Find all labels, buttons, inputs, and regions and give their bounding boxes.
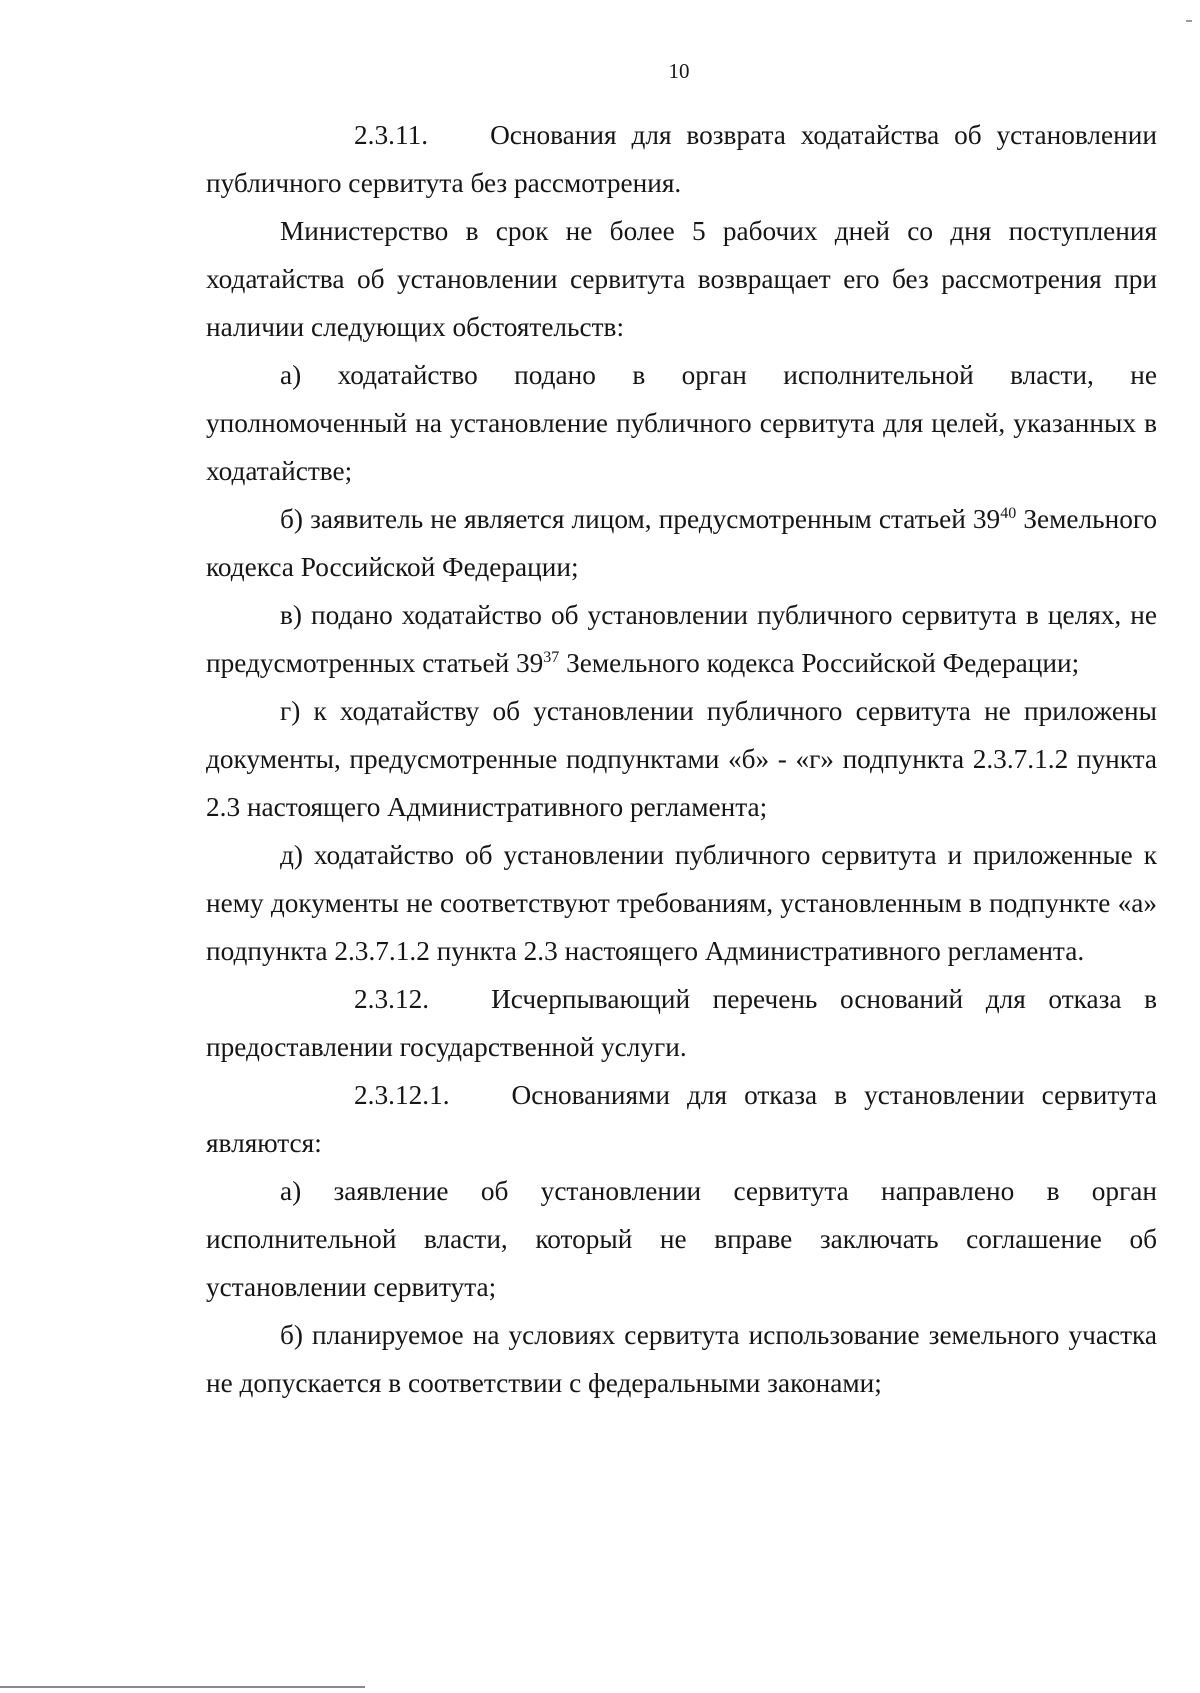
list-item-a-refusal: а) заявление об установлении сервитута направлено в орган исполнительной власти, который не вправе заключать соглашение об установлении сервитута; [206, 1176, 1157, 1302]
list-item-a: а) ходатайство подано в орган исполнительной власти, не уполномоченный на установление публичного сервитута для целей, указанных в ходатайстве; [206, 360, 1157, 486]
section-number: 2.3.12.1. [354, 1080, 450, 1110]
article-superscript: 40 [1000, 505, 1017, 522]
list-item-g: г) к ходатайству об установлении публичного сервитута не приложены документы, предусмотренные подпунктами «б» - «г» подпункта 2.3.7.1.2 пункта 2.3 настоящего Административного регламента; [206, 696, 1157, 822]
text-segment: Земельного кодекса Российской Федерации; [206, 504, 1158, 582]
document-body [206, 111, 1157, 1407]
paragraph: Министерство в срок не более 5 рабочих дней со дня поступления ходатайства об установлении сервитута возвращает его без рассмотрения при наличии следующих обстоятельств: [206, 216, 1157, 342]
page-number: 10 [668, 59, 690, 83]
list-item-b-refusal: б) планируемое на условиях сервитута использование земельного участка не допускается в соответствии с федеральными законами; [206, 1320, 1157, 1398]
section-heading-2-3-12 [206, 975, 1157, 1071]
scan-artifact-mark [1186, 20, 1192, 22]
text-segment: в) подано ходатайство об установлении публичного сервитута в целях, не предусмотренных статьей 39 [206, 600, 1157, 678]
section-number: 2.3.12. [354, 984, 430, 1014]
list-item-b [206, 495, 1157, 591]
text-segment: б) заявитель не является лицом, предусмотренным статьей 39 [280, 504, 1001, 534]
section-number: 2.3.11. [354, 120, 429, 150]
article-superscript: 37 [543, 649, 560, 666]
section-heading-2-3-12-1 [206, 1071, 1157, 1167]
footnote-separator-line [0, 1686, 365, 1688]
text-segment: Земельного кодекса Российской Федерации; [559, 648, 1080, 678]
section-title: Основания для возврата ходатайства об установлении публичного сервитута без рассмотрения. [206, 120, 1157, 198]
section-title: Исчерпывающий перечень оснований для отказа в предоставлении государственной услуги. [206, 984, 1157, 1062]
section-title: Основаниями для отказа в установлении сервитута являются: [206, 1080, 1157, 1158]
list-item-v [206, 591, 1157, 687]
list-item-d: д) ходатайство об установлении публичного сервитута и приложенные к нему документы не соответствуют требованиям, установленным в подпункте «а» подпункта 2.3.7.1.2 пункта 2.3 настоящего Административного регламента. [206, 840, 1157, 966]
section-heading-2-3-11 [206, 111, 1157, 207]
